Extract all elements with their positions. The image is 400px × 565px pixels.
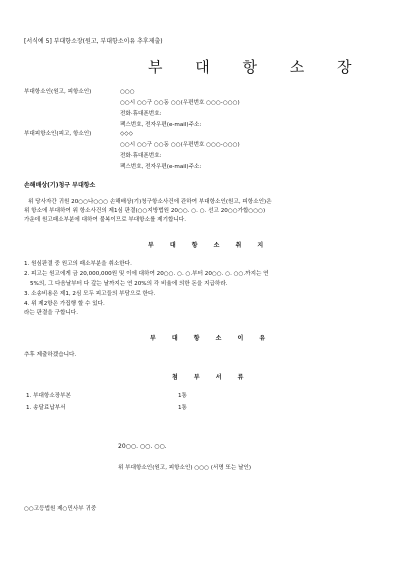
appellant-fax-email: 팩스번호, 전자우편(e-mail)주소: [120,122,202,128]
attachments-heading: 첨 부 서 류 [172,374,251,381]
attachment-name: 1. 송달료납부서 [26,405,66,411]
filing-date: 20○○. ○○. ○○. [118,443,167,450]
purpose-item: 2. 피고는 원고에게 금 20,000,000원 및 이에 대하여 20○○. ○. ○.부터 20○○. ○. ○○.까지는 연 [24,271,269,277]
purpose-item: 1. 원심판결 중 원고의 패소부분을 취소한다. [24,261,132,267]
purpose-item: 4. 위 제2항은 가집행 할 수 있다. [24,301,105,307]
appellant-role: 부대항소인(원고, 피항소인) [24,89,92,95]
attachment-qty: 1통 [178,393,187,399]
purpose-item: 5%의, 그 다음날부터 다 갚는 날까지는 연 20%의 각 비율에 의한 돈을 지급하라. [30,281,228,287]
appellee-name: ◇◇◇ [120,131,133,137]
appellee-role: 부대피항소인(피고, 항소인) [24,131,92,137]
purpose-item: 라는 판결을 구합니다. [24,310,78,316]
reason-text: 추후 제출하겠습니다. [24,352,77,358]
appellee-fax-email: 팩스번호, 전자우편(e-mail)주소: [120,164,202,170]
form-label: [서식예 5] 부대항소장(원고, 부대항소이유 추후제출) [24,38,163,45]
appellant-address: ○○시 ○○구 ○○동 ○○(우편번호 ○○○-○○○) [120,100,240,106]
purpose-heading: 부 대 항 소 취 지 [148,242,271,249]
case-title: 손해배상(기)청구 부대항소 [24,182,96,189]
signature-line: 위 부대항소인(원고, 피항소인) ○○○ (서명 또는 날인) [118,465,252,471]
purpose-item: 3. 소송비용은 제1, 2심 모두 피고들의 부담으로 한다. [24,291,156,297]
appellant-phone: 전화·휴대폰번호: [120,111,162,117]
court-addressee: ○○고등법원 제○민사부 귀중 [24,506,97,512]
appellee-address: ○○시 ○○구 ○○동 ○○(우편번호 ○○○-○○○) [120,142,240,148]
intro-line: 위 항소에 부대하여 위 항소사건의 제1심 판결(○○지방법원 20○○. ○. ○. 선고 20○○가합○○○) [24,208,266,214]
attachment-qty: 1통 [178,405,187,411]
reason-heading: 부 대 항 소 이 유 [150,335,273,342]
intro-line: 가운데 원고패소부분에 대하여 불복이므로 부대항소를 제기합니다. [24,217,186,223]
attachment-name: 1. 부대항소장부본 [26,393,71,399]
intro-line: 위 당사자간 귀원 20○○나○○○ 손해배상(기)청구항소사건에 관하여 부대항소인(원고, 피항소인)은 [28,199,272,205]
document-title: 부 대 항 소 장 [148,58,366,76]
appellant-name: ○○○ [120,89,135,95]
appellee-phone: 전화·휴대폰번호: [120,153,162,159]
